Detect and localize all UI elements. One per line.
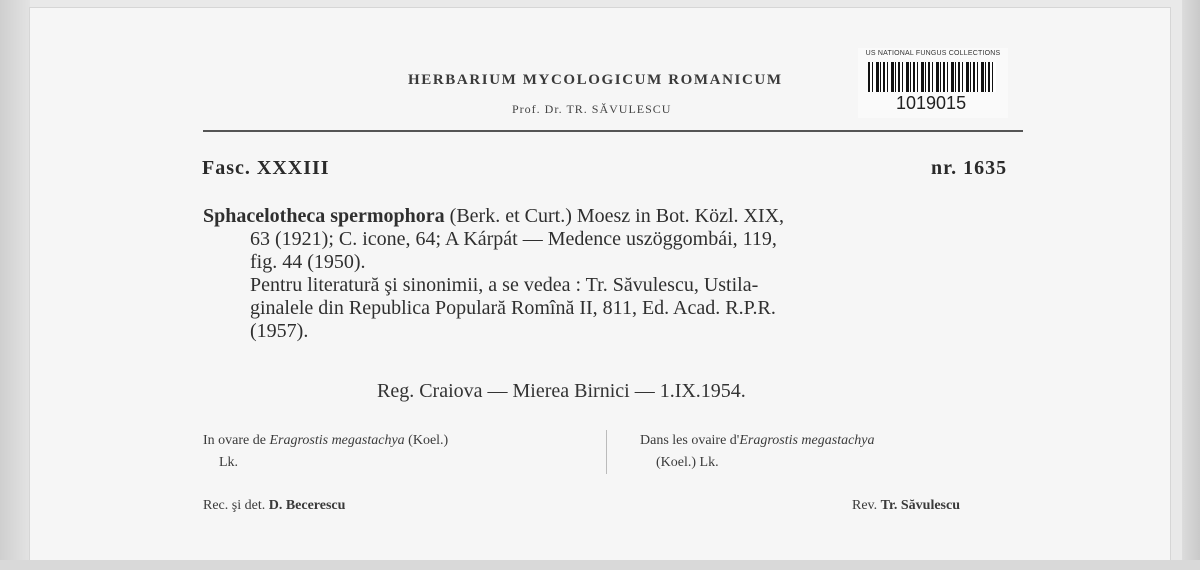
reviewer-credit: [852, 498, 960, 514]
host-fr-line-2: (Koel.) Lk.: [656, 455, 719, 470]
fascicle-number: Fasc. XXXIII: [202, 157, 330, 179]
herbarium-title: HERBARIUM MYCOLOGICUM ROMANICUM: [408, 72, 783, 88]
host-ro-prefix: In ovare de: [203, 433, 270, 448]
collector-name: D. Becerescu: [268, 498, 346, 513]
citation-line-3: fig. 44 (1950).: [250, 251, 366, 273]
host-fr-genus: Eragrostis megastachya: [739, 433, 875, 448]
reviewer-name: Tr. Săvulescu: [880, 498, 961, 513]
barcode-caption: US NATIONAL FUNGUS COLLECTIONS: [865, 50, 1001, 57]
curator-name: Prof. Dr. TR. SĂVULESCU: [512, 102, 672, 116]
literature-line-3: (1957).: [250, 320, 309, 342]
literature-line-2: ginalele din Republica Populară Romînă II, 811, Ed. Acad. R.P.R.: [250, 297, 776, 319]
host-french: [640, 430, 1030, 474]
host-ro-author: (Koel.): [404, 433, 449, 448]
barcode-number: 1019015: [896, 93, 967, 113]
host-fr-prefix: Dans les ovaire d': [640, 433, 740, 448]
host-ro-genus: Eragrostis megastachya: [269, 433, 405, 448]
barcode-sticker: [858, 48, 1008, 118]
literature-line-1: Pentru literatură şi sinonimii, a se vedea : Tr. Săvulescu, Ustila-: [250, 274, 759, 296]
species-citation: [203, 205, 1033, 343]
citation-line-1: [203, 205, 1033, 228]
specimen-number: nr. 1635: [931, 157, 1008, 179]
collection-locality: Reg. Craiova — Mierea Birnici — 1.IX.1954.: [377, 380, 746, 402]
collector-credit: [203, 498, 345, 514]
paper-edge-left: [0, 0, 30, 570]
citation-line-2: 63 (1921); C. icone, 64; A Kárpát — Medence uszöggombái, 119,: [250, 228, 777, 250]
host-column-divider: [606, 430, 607, 474]
paper-edge-right: [1182, 0, 1200, 570]
barcode-icon: [868, 62, 996, 92]
paper-edge-bottom: [0, 560, 1200, 570]
header-divider: [203, 130, 1023, 132]
species-name: Sphacelotheca spermophora: [203, 205, 445, 227]
host-ro-line-2: Lk.: [219, 455, 239, 470]
host-romanian: [203, 430, 593, 474]
species-authority: (Berk. et Curt.) Moesz in Bot. Közl. XIX,: [444, 205, 785, 227]
reviewer-prefix: Rev.: [852, 498, 881, 513]
collector-prefix: Rec. şi det.: [203, 498, 269, 513]
